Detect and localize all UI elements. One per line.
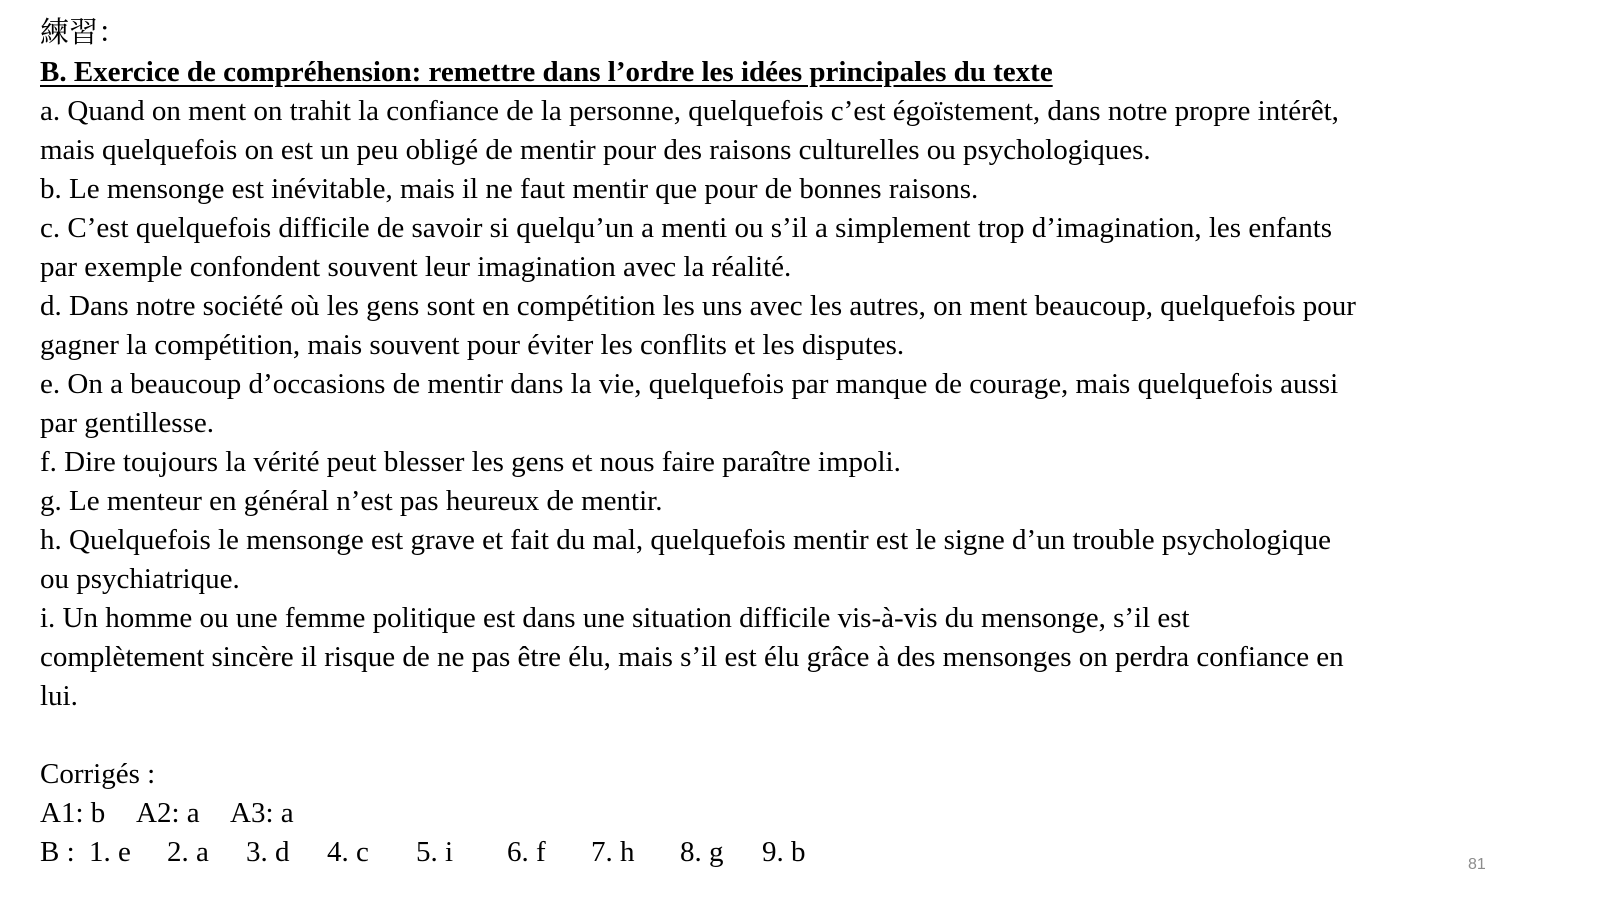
idea-g-line-1: g. Le menteur en général n’est pas heureux de mentir. (40, 485, 663, 517)
answers-part-a (40, 794, 1570, 833)
spacer (40, 716, 1570, 755)
idea-a-line-1: a. Quand on ment on trahit la confiance de la personne, quelquefois c’est égoïstement, dans notre propre intérêt, (40, 95, 1339, 127)
page-number: 81 (1468, 856, 1486, 873)
answer-b1: 1. e (89, 836, 131, 868)
exercise-header: 練習： (40, 17, 128, 49)
idea-f-line-1: f. Dire toujours la vérité peut blesser les gens et nous faire paraître impoli. (40, 446, 901, 478)
answer-a3: A3: a (230, 797, 294, 829)
answer-b5: 5. i (416, 836, 454, 868)
exercise-title: B. Exercice de compréhension: remettre dans l’ordre les idées principales du texte (40, 56, 1053, 88)
slide-content (40, 14, 1570, 872)
idea-i-line-1: i. Un homme ou une femme politique est dans une situation difficile vis-à-vis du mensonge, s’il est (40, 602, 1190, 634)
answer-b4: 4. c (327, 836, 369, 868)
idea-e-line-2: par gentillesse. (40, 407, 214, 439)
answer-b6: 6. f (507, 836, 546, 868)
idea-i-line-2: complètement sincère il risque de ne pas être élu, mais s’il est élu grâce à des mensonges on perdra confiance en (40, 641, 1344, 673)
idea-d-line-2: gagner la compétition, mais souvent pour éviter les conflits et les disputes. (40, 329, 905, 361)
idea-c-line-2: par exemple confondent souvent leur imagination avec la réalité. (40, 251, 792, 283)
idea-h-line-1: h. Quelquefois le mensonge est grave et fait du mal, quelquefois mentir est le signe d’un trouble psychologique (40, 524, 1331, 556)
answers-heading: Corrigés : (40, 758, 156, 790)
answer-b2: 2. a (167, 836, 209, 868)
idea-a-line-2: mais quelquefois on est un peu obligé de mentir pour des raisons culturelles ou psychologiques. (40, 134, 1151, 166)
answer-a2: A2: a (136, 797, 200, 829)
answer-a1: A1: b (40, 797, 106, 829)
answer-b-label: B : (40, 836, 75, 868)
idea-i-line-3: lui. (40, 680, 78, 712)
idea-b-line-1: b. Le mensonge est inévitable, mais il ne faut mentir que pour de bonnes raisons. (40, 173, 979, 205)
answer-b7: 7. h (591, 836, 635, 868)
idea-d-line-1: d. Dans notre société où les gens sont en compétition les uns avec les autres, on ment beaucoup, quelquefois pour (40, 290, 1356, 322)
answers-part-b (40, 833, 1570, 872)
answer-b9: 9. b (762, 836, 806, 868)
answer-b8: 8. g (680, 836, 724, 868)
idea-c-line-1: c. C’est quelquefois difficile de savoir si quelqu’un a menti ou s’il a simplement trop d’imagination, les enfants (40, 212, 1333, 244)
answer-b3: 3. d (246, 836, 290, 868)
idea-e-line-1: e. On a beaucoup d’occasions de mentir dans la vie, quelquefois par manque de courage, mais quelquefois aussi (40, 368, 1339, 400)
idea-h-line-2: ou psychiatrique. (40, 563, 240, 595)
